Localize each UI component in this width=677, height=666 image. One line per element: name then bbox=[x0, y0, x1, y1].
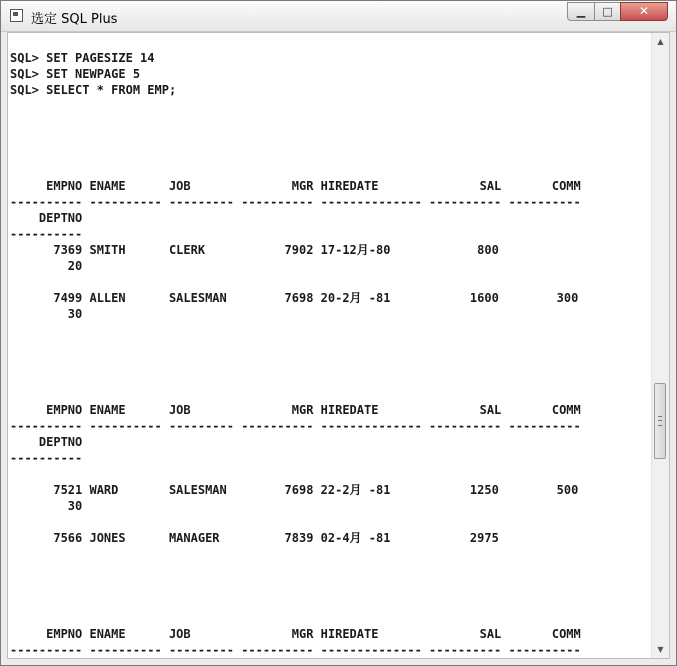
maximize-button[interactable]: □ bbox=[594, 2, 621, 21]
console-line: EMPNO ENAME JOB MGR HIREDATE SAL COMM bbox=[10, 627, 581, 641]
console-line: DEPTNO bbox=[10, 211, 83, 225]
console-line: 30 bbox=[10, 307, 83, 321]
console-line bbox=[10, 114, 581, 130]
console-line: ---------- ---------- --------- ---------- -------------- ---------- ---------- bbox=[10, 643, 581, 657]
console-line bbox=[10, 338, 581, 354]
scroll-down-arrow-icon[interactable]: ▼ bbox=[657, 645, 664, 654]
console-line bbox=[10, 130, 581, 146]
console-line: 7566 JONES MANAGER 7839 02-4月 -81 2975 bbox=[10, 531, 499, 545]
console-line: SQL> SET NEWPAGE 5 bbox=[10, 67, 141, 81]
console-line bbox=[10, 274, 581, 290]
console-line: EMPNO ENAME JOB MGR HIREDATE SAL COMM bbox=[10, 403, 581, 417]
scroll-thumb[interactable] bbox=[654, 383, 666, 459]
console-line bbox=[10, 322, 581, 338]
console-line bbox=[10, 146, 581, 162]
console-line: ---------- ---------- --------- ---------- -------------- ---------- ---------- bbox=[10, 419, 581, 433]
console-line bbox=[10, 370, 581, 386]
console-area[interactable] bbox=[7, 32, 670, 659]
console-line: SQL> SELECT * FROM EMP; bbox=[10, 83, 177, 97]
grip-icon bbox=[658, 416, 662, 426]
console-line: ---------- ---------- --------- ---------- -------------- ---------- ---------- bbox=[10, 195, 581, 209]
console-line bbox=[10, 162, 581, 178]
vertical-scrollbar[interactable] bbox=[651, 33, 669, 658]
console-line: 7499 ALLEN SALESMAN 7698 20-2月 -81 1600 300 bbox=[10, 291, 579, 305]
console-line bbox=[10, 594, 581, 610]
console-output bbox=[10, 50, 581, 658]
console-line: SQL> SET PAGESIZE 14 bbox=[10, 51, 155, 65]
console-line bbox=[10, 610, 581, 626]
console-line: 20 bbox=[10, 259, 83, 273]
title-bar[interactable] bbox=[1, 1, 676, 32]
console-line bbox=[10, 514, 581, 530]
console-line bbox=[10, 578, 581, 594]
console-line bbox=[10, 466, 581, 482]
console-line: ---------- bbox=[10, 227, 83, 241]
console-line: 30 bbox=[10, 499, 83, 513]
console-line bbox=[10, 354, 581, 370]
console-line: 7369 SMITH CLERK 7902 17-12月-80 800 bbox=[10, 243, 499, 257]
console-line bbox=[10, 562, 581, 578]
console-line: DEPTNO bbox=[10, 435, 83, 449]
minimize-button[interactable]: ▁ bbox=[567, 2, 595, 21]
scroll-up-arrow-icon[interactable]: ▲ bbox=[657, 37, 664, 46]
console-line bbox=[10, 386, 581, 402]
window-title: 选定 SQL Plus bbox=[31, 12, 118, 27]
console-line bbox=[10, 98, 581, 114]
console-line: 7521 WARD SALESMAN 7698 22-2月 -81 1250 500 bbox=[10, 483, 579, 497]
app-icon[interactable] bbox=[10, 9, 23, 22]
console-line: ---------- bbox=[10, 451, 83, 465]
console-line: EMPNO ENAME JOB MGR HIREDATE SAL COMM bbox=[10, 179, 581, 193]
close-button[interactable]: ✕ bbox=[620, 2, 668, 21]
console-line bbox=[10, 546, 581, 562]
